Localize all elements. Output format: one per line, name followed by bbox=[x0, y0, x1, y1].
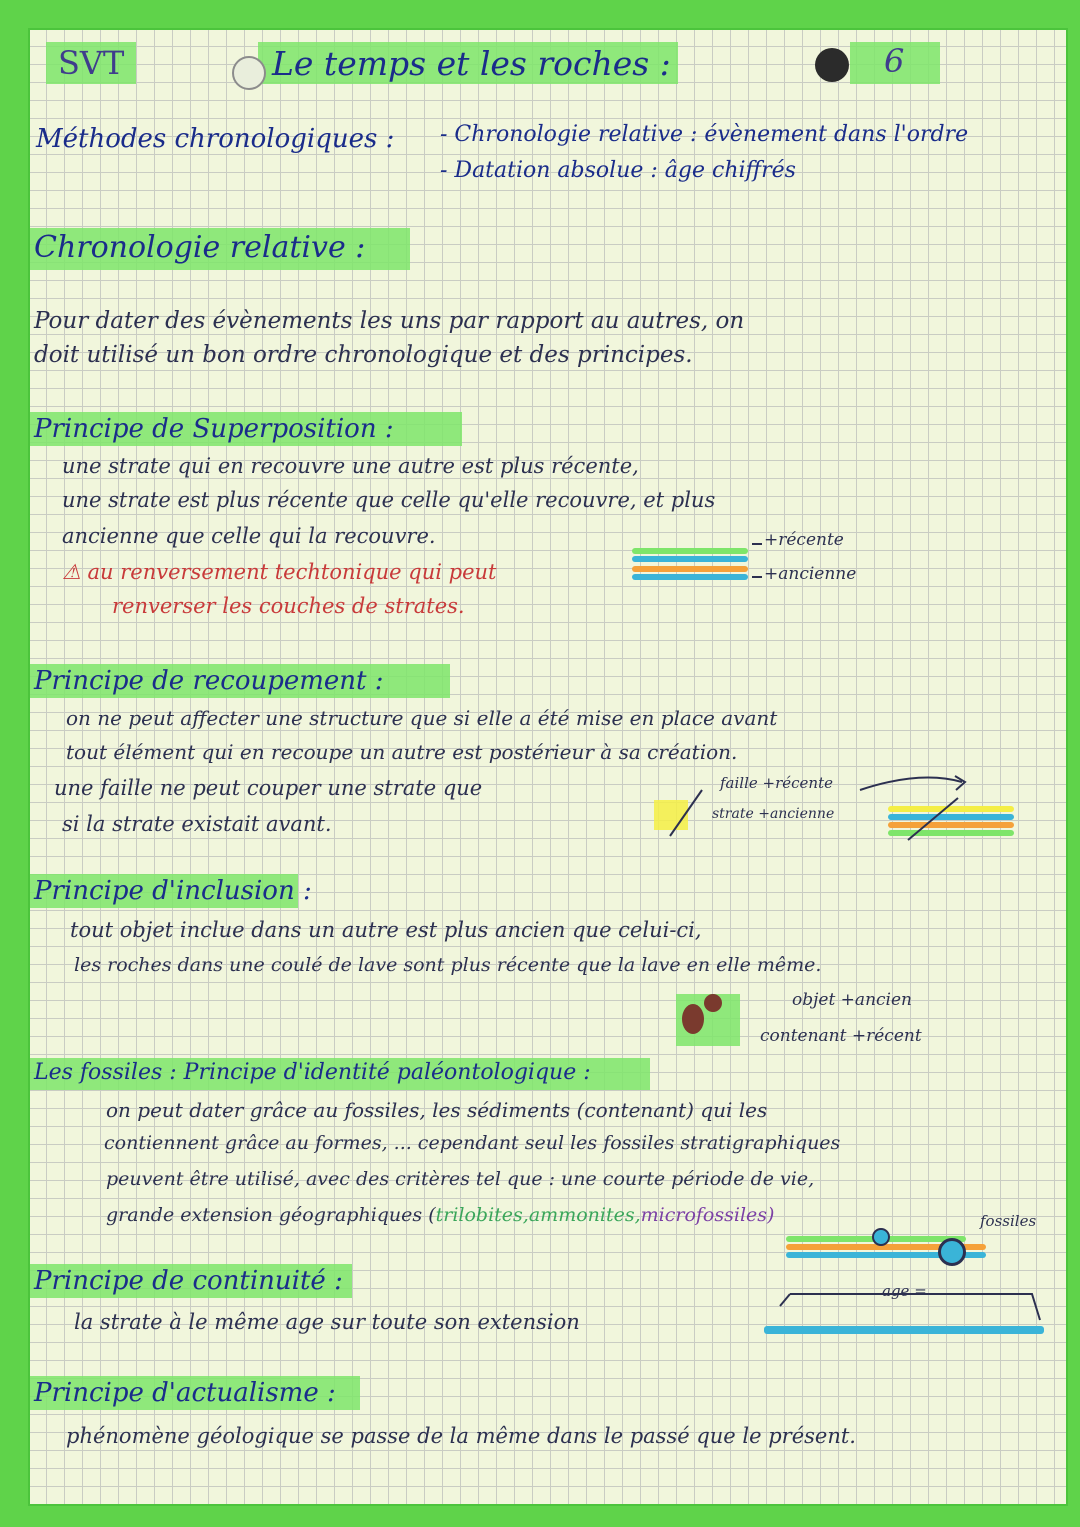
rock-inclusion bbox=[704, 994, 722, 1012]
example-trilobites: trilobites, bbox=[435, 1204, 529, 1226]
principle-line: tout élément qui en recoupe un autre est postérieur à sa création. bbox=[66, 740, 738, 764]
example-microfossils: microfossiles) bbox=[640, 1204, 775, 1226]
principle-line: on ne peut affecter une structure que si elle a été mise en place avant bbox=[66, 706, 778, 730]
principle-title: Principe d'inclusion : bbox=[34, 876, 312, 906]
binder-hole-left bbox=[232, 56, 266, 90]
rock-inclusion bbox=[682, 1004, 704, 1034]
strata-layer bbox=[632, 566, 748, 572]
principle-line: peuvent être utilisé, avec des critères tel que : une courte période de vie, bbox=[106, 1168, 815, 1190]
strata-layer bbox=[888, 806, 1014, 812]
inclusion-label-object: objet +ancien bbox=[792, 990, 912, 1010]
strata-layer bbox=[888, 830, 1014, 836]
principle-line: tout objet inclue dans un autre est plus ancien que celui-ci, bbox=[70, 918, 702, 942]
fossil-icon bbox=[872, 1228, 890, 1246]
section-title: Chronologie relative : bbox=[34, 230, 366, 265]
intro-line: Pour dater des évènements les uns par rapport au autres, on bbox=[34, 308, 745, 334]
page-number: 6 bbox=[884, 42, 905, 80]
principle-line: si la strate existait avant. bbox=[62, 812, 332, 836]
warning-line: renverser les couches de strates. bbox=[112, 594, 465, 618]
example-ammonites: ammonites, bbox=[528, 1204, 641, 1226]
principle-title: Principe d'actualisme : bbox=[34, 1378, 336, 1408]
fault-label: faille +récente bbox=[720, 774, 833, 792]
principle-line: contiennent grâce au formes, ... cependant seul les fossiles stratigraphiques bbox=[104, 1132, 841, 1154]
strata-label-recent: +récente bbox=[764, 530, 844, 550]
principle-line: ancienne que celle qui la recouvre. bbox=[62, 524, 436, 548]
methods-item-absolute: - Datation absolue : âge chiffrés bbox=[440, 158, 796, 183]
strata-layer bbox=[632, 548, 748, 554]
strata-layer bbox=[632, 556, 748, 562]
principle-title: Principe de recoupement : bbox=[34, 666, 384, 696]
principle-title: Les fossiles : Principe d'identité paléontologique : bbox=[34, 1060, 591, 1085]
principle-line: une strate qui en recouvre une autre est plus récente, bbox=[62, 454, 639, 478]
intro-line: doit utilisé un bon ordre chronologique et des principes. bbox=[34, 342, 693, 368]
methods-label: Méthodes chronologiques : bbox=[36, 124, 395, 154]
principle-line: les roches dans une coulé de lave sont plus récente que la lave en elle même. bbox=[74, 954, 822, 976]
fossils-label: fossiles bbox=[980, 1212, 1037, 1230]
strata-layer bbox=[888, 814, 1014, 820]
page-title: Le temps et les roches : bbox=[272, 44, 671, 83]
line-prefix: grande extension géographiques ( bbox=[106, 1204, 436, 1226]
principle-line: phénomène géologique se passe de la même dans le passé que le présent. bbox=[66, 1424, 856, 1448]
inclusion-label-container: contenant +récent bbox=[760, 1026, 922, 1046]
subject-label: SVT bbox=[58, 44, 125, 82]
strata-label-old: +ancienne bbox=[764, 564, 857, 584]
principle-title: Principe de Superposition : bbox=[34, 414, 394, 444]
age-label: age = bbox=[882, 1282, 927, 1300]
binder-hole-right bbox=[815, 48, 849, 82]
strata-layer bbox=[764, 1326, 1044, 1334]
warning-line: ⚠ au renversement techtonique qui peut bbox=[62, 560, 497, 584]
methods-item-relative: - Chronologie relative : évènement dans l'ordre bbox=[440, 122, 969, 147]
strata-label: strate +ancienne bbox=[712, 806, 835, 822]
principle-line bbox=[106, 1204, 774, 1226]
principle-line: une strate est plus récente que celle qu'elle recouvre, et plus bbox=[62, 488, 716, 512]
principle-line: la strate à le même age sur toute son extension bbox=[74, 1310, 580, 1334]
principle-title: Principe de continuité : bbox=[34, 1266, 343, 1296]
principle-line: une faille ne peut couper une strate que bbox=[54, 776, 483, 800]
strata-layer bbox=[632, 574, 748, 580]
strata-layer bbox=[888, 822, 1014, 828]
fossil-icon bbox=[938, 1238, 966, 1266]
principle-line: on peut dater grâce au fossiles, les sédiments (contenant) qui les bbox=[106, 1098, 768, 1122]
yellow-block bbox=[654, 800, 688, 830]
